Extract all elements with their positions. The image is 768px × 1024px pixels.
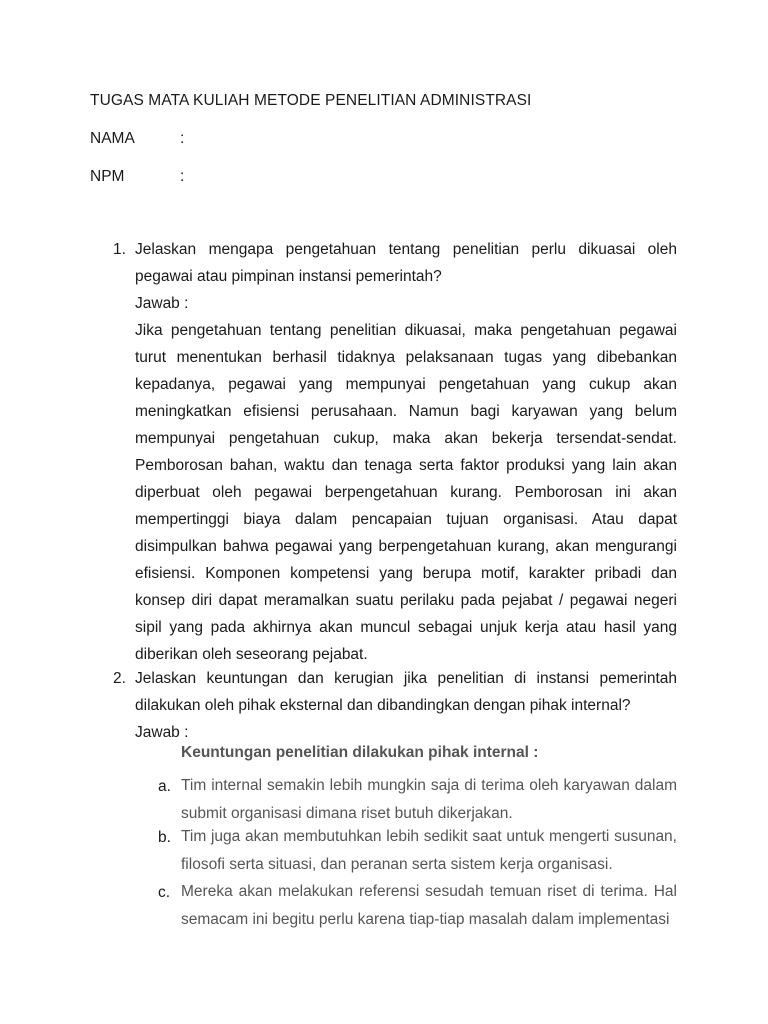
question-number: 1. [113,241,126,258]
document-title: TUGAS MATA KULIAH METODE PENELITIAN ADMINISTRASI [90,92,532,109]
nama-colon: : [180,130,185,147]
list-item-letter: b. [158,829,171,846]
list-item-text: Tim internal semakin lebih mungkin saja di terima oleh karyawan dalam submit organisasi dimana riset butuh dikerjakan. [181,777,677,822]
npm-row [90,168,184,186]
question-number: 2. [113,670,126,687]
list-item-letter: a. [158,778,171,795]
answer-text: Jika pengetahuan tentang penelitian dikuasai, maka pengetahuan pegawai turut menentukan berhasil tidaknya pelaksanaan tugas yang dibebankan kepadanya, pegawai yang mempunyai pengetahuan yang cukup akan meningkatkan efisiensi perusahaan. Namun bagi karyawan yang belum mempunyai pengetahuan cukup, maka akan bekerja tersendat-sendat. Pemborosan bahan, waktu dan tenaga serta faktor produksi yang lain akan diperbuat oleh pegawai berpengetahuan kurang. Pemborosan ini akan mempertinggi biaya dalam pencapaian tujuan organisasi. Atau dapat disimpulkan bahwa pegawai yang berpengetahuan kurang, akan mengurangi efisiensi. Komponen kompetensi yang berupa motif, karakter pribadi dan konsep diri dapat meramalkan suatu perilaku pada pejabat / pegawai negeri sipil yang pada akhirnya akan muncul sebagai unjuk kerja atau hasil yang diberikan oleh seseorang pejabat. [135,322,677,663]
question-block [135,665,677,746]
list-item-text: Mereka akan melakukan referensi sesudah temuan riset di terima. Hal semacam ini begitu perlu karena tiap-tiap masalah dalam implementasi [181,883,677,928]
npm-label: NPM [90,168,125,185]
nama-label: NAMA [90,130,135,147]
question-text: Jelaskan keuntungan dan kerugian jika penelitian di instansi pemerintah dilakukan oleh pihak eksternal dan dibandingkan dengan pihak internal? [135,670,677,714]
question-block [135,236,677,668]
list-item-letter: c. [158,884,171,901]
sub-heading: Keuntungan penelitian dilakukan pihak internal : [181,744,539,761]
jawab-label: Jawab : [135,724,189,741]
question-text: Jelaskan mengapa pengetahuan tentang penelitian perlu dikuasai oleh pegawai atau pimpinan instansi pemerintah? [135,241,677,285]
list-item-text: Tim juga akan membutuhkan lebih sedikit saat untuk mengerti susunan, filosofi serta situasi, dan peranan serta sistem kerja organisasi. [181,828,677,873]
jawab-label: Jawab : [135,295,189,312]
nama-row [90,130,184,148]
npm-colon: : [180,168,185,185]
